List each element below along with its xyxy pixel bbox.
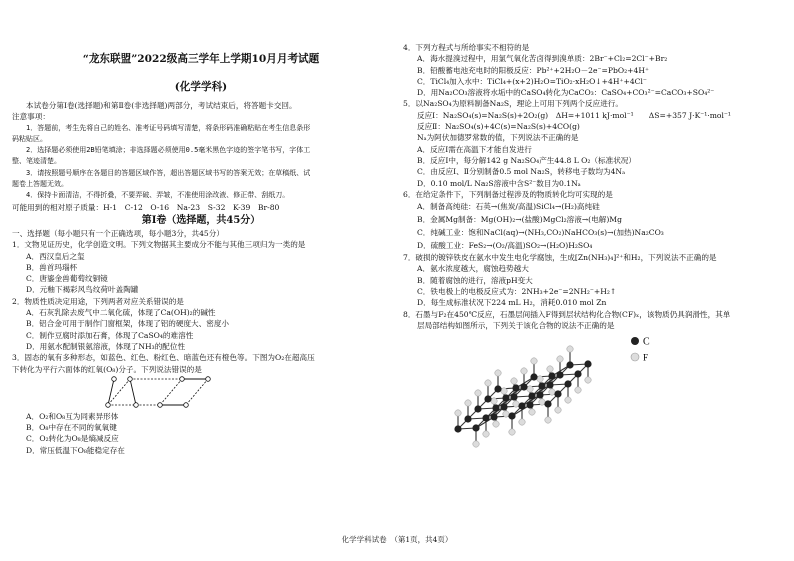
carbon-atom: [518, 403, 525, 410]
carbon-atom: [474, 406, 481, 413]
exam-subject: (化学学科): [174, 81, 228, 93]
fluorine-atom: [585, 377, 591, 383]
notice-4: 4．保持卡面清洁，不得折叠，不要弄破、弄皱，不准使用涂改液、修正带、刮纸刀。: [26, 191, 290, 200]
carbon-atom: [502, 395, 509, 402]
fluorine-atom: [547, 366, 553, 372]
q5-reaction-1: 反应Ⅰ：Na₂SO₄(s)=Na₂S(s)+2O₂(g) ΔH=+1011 kJ·mol⁻¹ ΔS=+357 J·K⁻¹·mol⁻¹: [417, 110, 731, 120]
fluorine-atom: [545, 417, 551, 423]
carbon-atom: [536, 392, 543, 399]
right-column: [403, 0, 783, 451]
fluorine-atom: [465, 400, 471, 406]
carbon-atom: [564, 381, 571, 388]
q6-option-d: D．硫酸工业：FeS₂→(O₂/高温)SO₂→(H₂O)H₂SO₄: [417, 241, 593, 251]
fluorine-atom: [455, 410, 461, 416]
q8-stem-2: 层局部结构如图所示，下列关于该化合物的说法不正确的是: [417, 320, 615, 330]
fluorine-atom: [521, 368, 527, 374]
q6-stem: 6．在给定条件下，下列制备过程涉及的物质转化均可实现的是: [403, 189, 613, 199]
q7-stem: 7．破损的镀锌铁皮在氨水中发生电化学腐蚀，生成[Zn(NH₃)₄]²⁺和H₂，下列说法不正确的是: [403, 253, 717, 263]
q6-option-c: C．纯碱工业：饱和NaCl(aq)→(NH₃,CO₂)NaHCO₃(s)→(加热)Na₂CO₃: [417, 228, 664, 238]
section-heading: 一、选择题（每小题只有一个正确选项，每小题3分，共45分）: [12, 228, 224, 238]
carbon-atom: [492, 405, 499, 412]
fluorine-atom: [475, 390, 481, 396]
q3-stem-1: 3．固态的氧有多种形态，如蓝色、红色、粉红色、暗蓝色还有橙色等。下图为O₂在超高压: [12, 353, 315, 363]
q1-option-d: D．元釉下褐彩风鸟纹荷叶盖陶罐: [26, 285, 139, 295]
notice-3b: 题卷上答题无效。: [12, 180, 68, 189]
q5-option-d: D．0.10 mol/L Na₂S溶液中含S²⁻数目为0.1Nₐ: [417, 178, 581, 188]
intro-line: 本试卷分第Ⅰ卷(选择题)和第Ⅱ卷(非选择题)两部分，考试结束后，将答题卡交回。: [26, 101, 297, 110]
fluorine-atom: [537, 376, 543, 382]
legend-c-label: C: [643, 336, 650, 348]
carbon-atom: [500, 404, 507, 411]
carbon-atom: [548, 373, 555, 380]
fluorine-atom: [557, 356, 563, 362]
notice-1b: 码粘贴区。: [12, 134, 47, 143]
q7-option-b: B．随着腐蚀的进行，溶液pH变大: [417, 275, 533, 285]
carbon-atom: [528, 393, 535, 400]
left-column: [12, 0, 390, 456]
q7-option-a: A．氨水浓度越大，腐蚀趋势越大: [417, 264, 529, 274]
carbon-atom: [584, 361, 591, 368]
carbon-atom: [544, 401, 551, 408]
carbon-atom: [574, 371, 581, 378]
carbon-atom: [482, 415, 489, 422]
q4-stem: 4．下列方程式与所给事实不相符的是: [403, 43, 530, 52]
fluorine-atom: [575, 387, 581, 393]
q5-option-b: B．反应Ⅰ中，每分解142 g Na₂SO₄产生44.8 L O₂（标准状况）: [417, 155, 636, 165]
carbon-atom: [554, 391, 561, 398]
q4-option-d: D．用Na₂CO₃溶液将水垢中的CaSO₄转化为CaCO₃：CaSO₄+CO₃²⁻=CaCO₃+SO₄²⁻: [417, 88, 715, 98]
carbon-atom: [472, 425, 479, 432]
cf-lattice-svg: [403, 331, 783, 451]
carbon-atom: [510, 394, 517, 401]
volume-heading: 第Ⅰ卷（选择题，共45分）: [141, 214, 261, 226]
fluorine-atom: [485, 380, 491, 386]
q3-stem-2: 下转化为平行六面体的红氧(O₈)分子。下列说法错误的是: [12, 364, 202, 374]
legend-c-icon: [631, 337, 639, 345]
carbon-atom: [454, 426, 461, 433]
q4-option-a: A．海水提溴过程中，用氯气氧化苦卤得到溴单质：2Br⁻+Cl₂=2Cl⁻+Br₂: [417, 54, 668, 64]
notice-title: 注意事项：: [12, 112, 50, 122]
fluorine-atom: [473, 441, 479, 447]
q1-option-a: A．西汉皇后之玺: [26, 251, 85, 261]
fluorine-atom: [503, 411, 509, 417]
q6-option-b: B．金属Mg制备：Mg(OH)₂→(盐酸)MgCl₂溶液→(电解)Mg: [417, 215, 622, 225]
q5-stem: 5．以Na₂SO₄为原料制备Na₂S，理论上可用下列两个反应进行。: [403, 99, 623, 109]
q3-option-a: A．O₂和O₈互为同素异形体: [26, 411, 119, 421]
exam-title: “龙东联盟”2022级高三学年上学期10月月考试题: [82, 53, 320, 65]
carbon-atom: [566, 362, 573, 369]
notice-1a: 1．答题前，考生先将自己的姓名、准考证号码填写清楚，将条形码准确粘贴在考生信息条形: [26, 123, 311, 132]
atomic-masses: 可能用到的相对原子质量：H-1 C-12 O-16 Na-23 S-32 K-39 Br-80: [12, 202, 280, 212]
q2-stem: 2．物质性质决定用途，下列两者对应关系错误的是: [12, 296, 184, 306]
carbon-atom: [526, 402, 533, 409]
q2-option-a: A．石灰乳除去废气中二氧化硫，体现了Ca(OH)₂的碱性: [26, 308, 216, 318]
cf-structure-figure: [403, 331, 783, 451]
carbon-atom: [494, 386, 501, 393]
q3-option-b: B．O₈中存在不同的氧氧键: [26, 423, 117, 433]
fluorine-atom: [565, 397, 571, 403]
legend-f-icon: [631, 353, 639, 361]
q1-option-c: C．唐鎏金兽葡萄纹铜镜: [26, 274, 108, 284]
q3-option-c: C．O₂转化为O₈是熵减反应: [26, 434, 119, 444]
q7-option-d: D．每生成标准状况下224 mL H₂，消耗0.010 mol Zn: [417, 298, 607, 308]
fluorine-atom: [493, 421, 499, 427]
q4-option-c: C．TiCl₄加入水中：TiCl₄+(x+2)H₂O=TiO₂·xH₂O↓+4H⁺+4Cl⁻: [417, 76, 647, 86]
fluorine-atom: [567, 346, 573, 352]
page-footer: 化学学科试卷 （第1页，共4页）: [341, 535, 453, 544]
fluorine-atom: [483, 431, 489, 437]
carbon-atom: [490, 414, 497, 421]
fluorine-atom: [519, 419, 525, 425]
fluorine-atom: [527, 386, 533, 392]
fluorine-atom: [509, 429, 515, 435]
q5-option-c: C．由反应Ⅰ、Ⅱ分别制备0.5 mol Na₂S，转移电子数均为4Nₐ: [417, 167, 625, 177]
q5-option-a: A．反应Ⅰ需在高温下才能自发进行: [417, 144, 532, 154]
carbon-atom: [556, 372, 563, 379]
q2-option-c: C．制作豆腐时添加石膏，体现了CaSO₄的难溶性: [26, 330, 194, 340]
q1-option-b: B．兽首玛瑙杯: [26, 262, 78, 272]
q3-option-d: D．常压低温下O₈能稳定存在: [26, 445, 125, 455]
carbon-atom: [512, 385, 519, 392]
q5-na-note: Nₐ为阿伏加德罗常数的值，下列说法不正确的是: [417, 133, 579, 143]
notice-2a: 2．选择题必须使用2B铅笔填涂；非选择题必须使用0.5毫米黑色字迹的签字笔书写，字体工: [26, 146, 311, 155]
fluorine-atom: [495, 370, 501, 376]
fluorine-atom: [501, 388, 507, 394]
notice-2b: 整、笔迹清楚。: [12, 157, 61, 166]
q5-reaction-2: 反应Ⅱ：Na₂SO₄(s)+4C(s)=Na₂S(s)+4CO(g): [417, 122, 580, 132]
carbon-atom: [464, 416, 471, 423]
q8-stem-1: 8．石墨与F₂在450℃反应，石墨层间插入F得到层状结构化合物(CF)ₓ，该物质仍具润滑性，其单: [403, 309, 731, 319]
legend-f-label: F: [643, 352, 649, 363]
fluorine-atom: [555, 407, 561, 413]
fluorine-atom: [513, 401, 519, 407]
q1-stem: 1．文物见证历史，化学创造文明。下列文物据其主要成分不能与其他三项归为一类的是: [12, 240, 306, 250]
notice-3a: 3．请按照题号顺序在各题目的答题区域作答，超出答题区域书写的答案无效；在草稿纸、试: [26, 168, 311, 177]
o8-structure-figure: [12, 375, 390, 411]
q7-option-c: C．铁电极上的电极反应式为：2NH₃+2e⁻=2NH₂⁻+H₂↑: [417, 287, 617, 297]
fluorine-atom: [531, 358, 537, 364]
q2-option-d: D．用氨水配制银氨溶液，体现了NH₃的配位性: [26, 341, 186, 351]
fluorine-atom: [549, 389, 555, 395]
carbon-atom: [484, 396, 491, 403]
carbon-atom: [508, 413, 515, 420]
q6-option-a: A．制备高纯硅：石英→(焦炭/高温)SiCl₄→(H₂)高纯硅: [417, 202, 600, 212]
carbon-atom: [538, 383, 545, 390]
carbon-atom: [530, 374, 537, 381]
fluorine-atom: [529, 409, 535, 415]
carbon-atom: [546, 382, 553, 389]
q2-option-b: B．铝合金可用于制作门窗框架，体现了铝的硬度大、密度小: [26, 319, 230, 329]
q4-option-b: B．铅酸蓄电池充电时的阳极反应：Pb²⁺+2H₂O－2e⁻=PbO₂+4H⁺: [417, 65, 649, 75]
carbon-atom: [520, 384, 527, 391]
fluorine-atom: [491, 398, 497, 404]
fluorine-atom: [511, 378, 517, 384]
fluorine-atom: [539, 399, 545, 405]
